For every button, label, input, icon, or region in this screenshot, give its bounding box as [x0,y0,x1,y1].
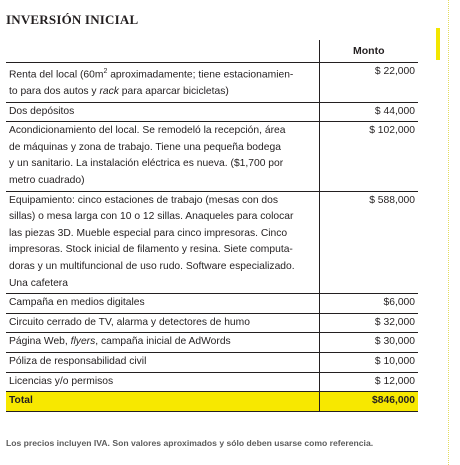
row-concept: Equipamiento: cinco estaciones de trabajo (mesas con dos sillas) o mesa larga con 10 o 12 sillas. Anaqueles para colocar las piezas 3D. Mueble especial para cinco impresoras. Cinco impresoras. Stock inicial de filamento y resina. Siete computa- doras y un multifuncional de uso rudo. Software especializado. Una cafetera [6,191,319,294]
row-concept: Circuito cerrado de TV, alarma y detectores de humo [6,313,319,333]
table-row [6,372,418,392]
row-concept: Campaña en medios digitales [6,294,319,314]
row-amount: $ 588,000 [319,191,418,294]
table-row [6,352,418,372]
accent-bar [436,28,440,60]
row-concept: Renta del local ($60m^2$ aproximadamente; tiene estacionamien- to para dos autos y rack para aparcar bicicletas) [6,63,319,103]
table-row [6,333,418,353]
row-amount: $ 32,000 [319,313,418,333]
page-edge-dotted-line [448,0,449,465]
table-title: INVERSIÓN INICIAL [6,12,139,27]
row-concept: Página Web, flyers, campaña inicial de AdWords [6,333,319,353]
row-amount: $ 12,000 [319,372,418,392]
total-amount: $846,000 [319,392,418,412]
row-amount: $ 10,000 [319,352,418,372]
investment-table [6,40,418,412]
row-amount: $ 22,000 [319,63,418,103]
table-row [6,191,418,294]
table-row [6,294,418,314]
row-amount: $ 30,000 [319,333,418,353]
total-row [6,392,418,412]
total-label: Total [6,392,319,412]
table-row [6,63,418,103]
amount-header: Monto [319,40,418,63]
row-concept: Acondicionamiento del local. Se remodeló la recepción, área de máquinas y zona de trabajo. Tiene una pequeña bodega y un sanitario. La instalación eléctrica es nueva. ($1,700 por metro cuadrado) [6,122,319,191]
table-row [6,313,418,333]
table-row [6,122,418,191]
row-concept: Dos depósitos [6,102,319,122]
row-amount: $6,000 [319,294,418,314]
row-amount: $ 102,000 [319,122,418,191]
table-header-row [6,40,418,63]
row-amount: $ 44,000 [319,102,418,122]
row-concept: Póliza de responsabilidad civil [6,352,319,372]
row-concept: Licencias y/o permisos [6,372,319,392]
concept-header [6,40,319,63]
footnote: Los precios incluyen IVA. Son valores aproximados y sólo deben usarse como referencia. [6,438,374,448]
table-row [6,102,418,122]
